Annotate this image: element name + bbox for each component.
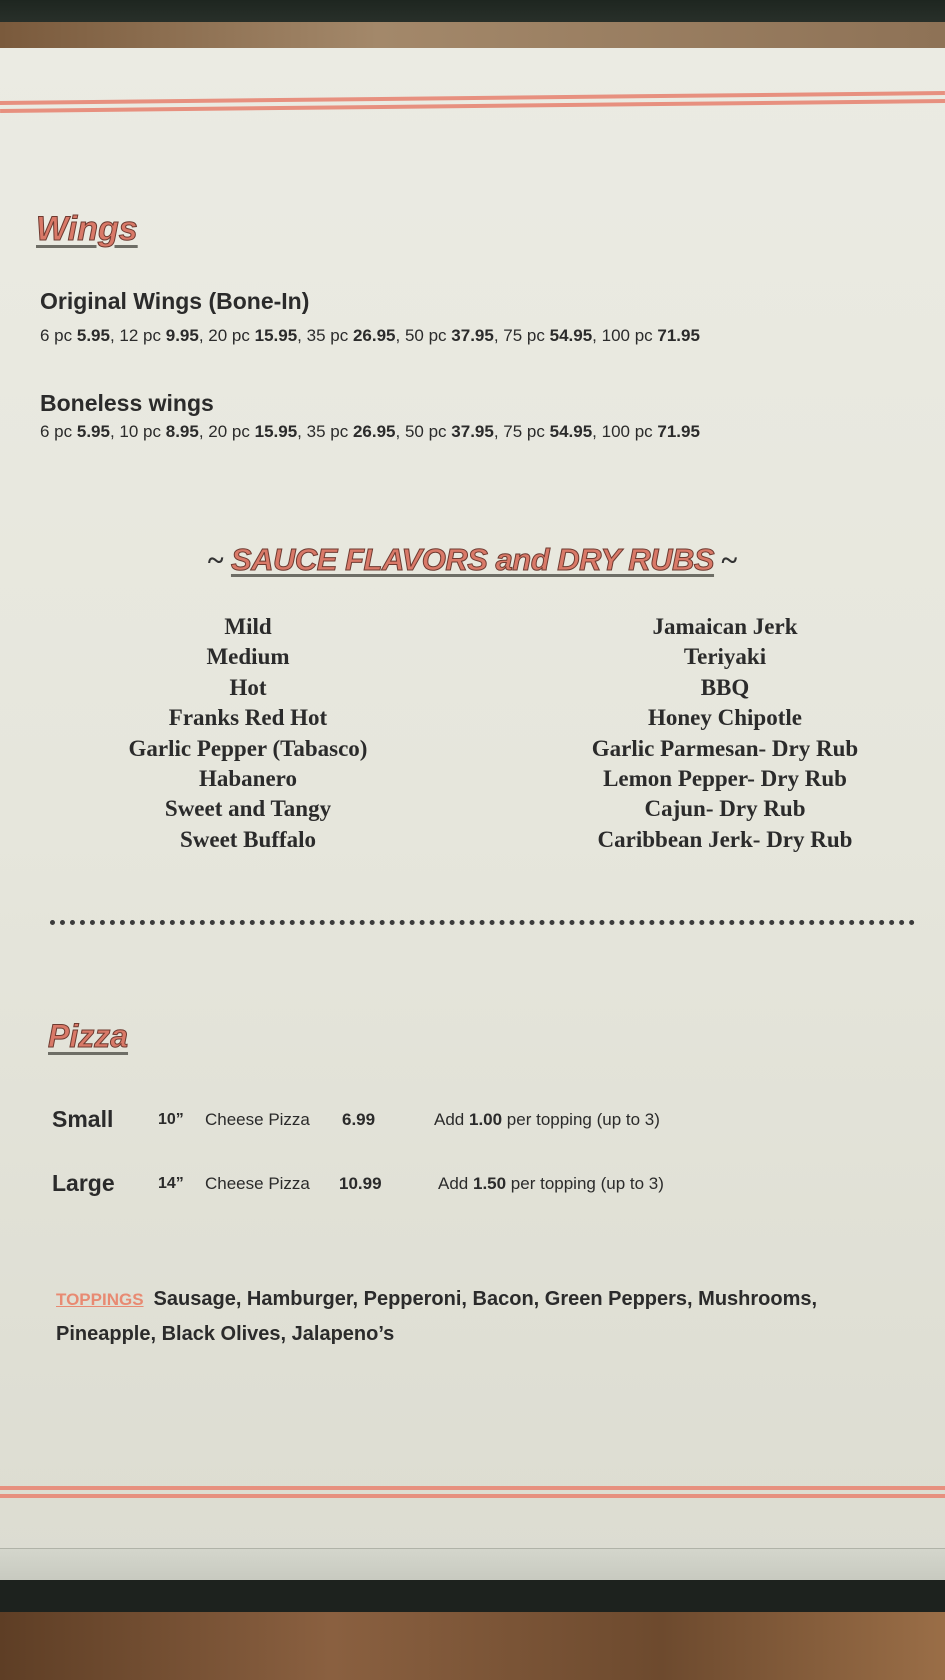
sauce-item: Sweet Buffalo [179, 826, 317, 852]
menu-cover-bottom [0, 1580, 945, 1616]
price-qty: 12 pc [119, 326, 162, 345]
pizza-size: Small [52, 1106, 114, 1132]
price-value: 54.95 [549, 326, 593, 345]
price-value: 54.95 [549, 422, 593, 441]
boneless-wings-name: Boneless wings [40, 390, 214, 416]
sauce-item: Medium [206, 644, 290, 670]
sauce-item: Mild [224, 614, 272, 639]
price-qty: 50 pc [404, 326, 447, 345]
price-qty: 6 pc [40, 326, 73, 345]
table-surface-bottom [0, 1612, 945, 1680]
pizza-desc: Cheese Pizza [205, 1174, 310, 1193]
toppings-label: TOPPINGS [56, 1290, 144, 1309]
pizza-desc: Cheese Pizza [205, 1110, 310, 1129]
add-amount: 1.50 [472, 1174, 507, 1193]
add-suffix: per topping (up to 3) [502, 1110, 660, 1129]
heading-tilde-right: ~ [721, 544, 738, 577]
pizza-price: 10.99 [339, 1174, 382, 1193]
sauce-item: Jamaican Jerk [652, 614, 798, 639]
sauce-list-right [535, 612, 915, 855]
sauce-item: Hot [229, 674, 267, 700]
price-qty: 100 pc [601, 326, 653, 345]
pizza-section-title: Pizza [48, 1018, 129, 1054]
price-value: 5.95 [76, 326, 110, 345]
price-value: 26.95 [352, 422, 396, 441]
sauce-item: Garlic Pepper (Tabasco) [128, 735, 368, 761]
boneless-wings-price-list: 6 pc 5.95, 10 pc 8.95, 20 pc 15.95, 35 pc 26.95, 50 pc 37.95, 75 pc 54.95, 100 pc 71.95 [40, 422, 700, 441]
price-qty: 20 pc [208, 326, 250, 345]
pizza-topping-price [438, 1174, 664, 1194]
sauce-item: BBQ [700, 674, 750, 700]
pizza-inch: 14” [158, 1175, 184, 1192]
wings-section-title: Wings [36, 210, 138, 248]
add-amount: 1.00 [468, 1110, 503, 1129]
pizza-row-large [52, 1170, 902, 1200]
add-suffix: per topping (up to 3) [506, 1174, 664, 1193]
price-qty: 10 pc [119, 422, 162, 441]
sauce-item: Habanero [199, 766, 297, 792]
pizza-topping-price [434, 1110, 660, 1130]
pizza-inch: 10” [158, 1111, 184, 1128]
sauce-item: Teriyaki [683, 644, 767, 670]
toppings-list: Sausage, Hamburger, Pepperoni, Bacon, Green Peppers, Mushrooms, Pineapple, Black Olives, Jalapeno’s [56, 1288, 818, 1345]
bottom-double-rule [0, 1486, 945, 1498]
price-value: 8.95 [165, 422, 199, 441]
price-qty: 100 pc [601, 422, 653, 441]
price-value: 5.95 [76, 422, 110, 441]
sauce-item: Honey Chipotle [648, 705, 802, 731]
pizza-row-small [52, 1106, 902, 1136]
add-prefix: Add [438, 1174, 473, 1193]
price-qty: 20 pc [208, 422, 250, 441]
sauce-item: Lemon Pepper- Dry Rub [603, 766, 847, 792]
sauce-item: Cajun- Dry Rub [644, 796, 806, 822]
price-qty: 6 pc [40, 422, 73, 441]
original-wings-name: Original Wings (Bone-In) [40, 288, 310, 314]
heading-tilde-left: ~ [207, 544, 224, 577]
sauce-section-heading [0, 542, 945, 578]
sauce-item: Caribbean Jerk- Dry Rub [597, 826, 853, 852]
price-qty: 75 pc [503, 326, 545, 345]
sauce-item: Garlic Parmesan- Dry Rub [591, 735, 859, 761]
price-value: 71.95 [657, 326, 700, 345]
price-qty: 35 pc [306, 422, 349, 441]
sauce-section-title: SAUCE FLAVORS and DRY RUBS [230, 542, 715, 577]
original-wings-price-list: 6 pc 5.95, 12 pc 9.95, 20 pc 15.95, 35 pc 26.95, 50 pc 37.95, 75 pc 54.95, 100 pc 71.95 [40, 326, 700, 345]
price-value: 37.95 [451, 326, 494, 345]
sauce-item: Sweet and Tangy [164, 796, 332, 822]
price-value: 26.95 [352, 326, 396, 345]
price-value: 15.95 [254, 422, 298, 441]
pizza-size: Large [52, 1170, 115, 1196]
pizza-price: 6.99 [342, 1110, 376, 1129]
add-prefix: Add [434, 1110, 469, 1129]
price-qty: 75 pc [503, 422, 545, 441]
dotted-divider [50, 920, 915, 925]
toppings-block [56, 1282, 876, 1352]
price-qty: 35 pc [306, 326, 349, 345]
price-value: 9.95 [165, 326, 199, 345]
price-qty: 50 pc [404, 422, 447, 441]
sauce-item: Franks Red Hot [168, 705, 328, 731]
price-value: 15.95 [254, 326, 298, 345]
sauce-list-left [58, 612, 438, 855]
price-value: 37.95 [451, 422, 494, 441]
price-value: 71.95 [657, 422, 700, 441]
